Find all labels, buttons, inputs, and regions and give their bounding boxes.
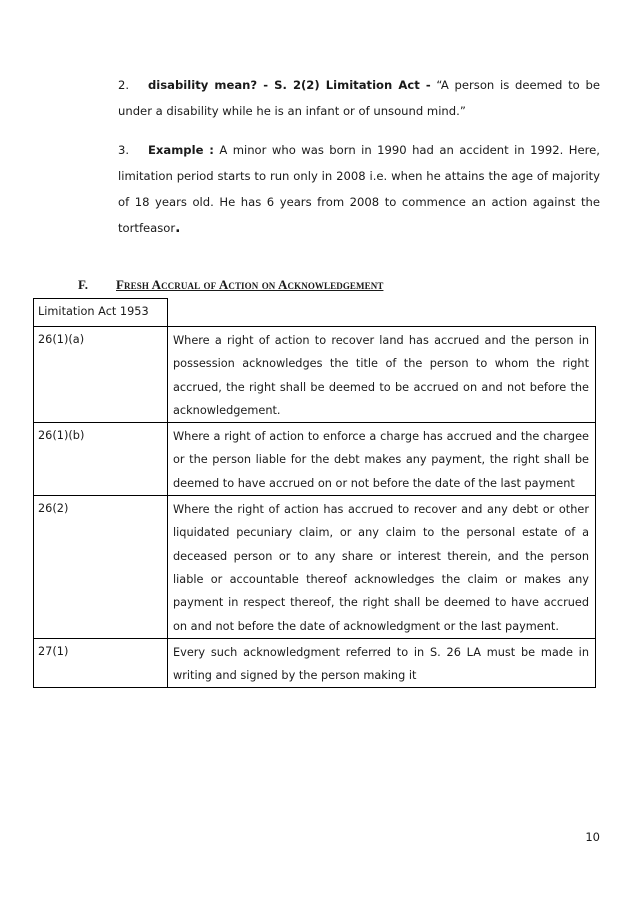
section-title: Fresh Accrual of Action on Acknowledgement	[116, 277, 384, 292]
section-ref-cell: 26(2)	[34, 496, 168, 639]
limitation-table	[33, 298, 596, 688]
paragraph-number: 3.	[118, 143, 130, 157]
page-number: 10	[585, 830, 600, 844]
paragraph-3	[118, 137, 600, 241]
provision-text-cell: Where a right of action to recover land has accrued and the person in possession acknowledges the title of the person to whom the right accrued, the right shall be deemed to be accrued on and not before the acknowledgement.	[168, 327, 596, 423]
section-letter: F.	[78, 277, 88, 292]
table-header-row	[34, 299, 596, 327]
paragraph-bold-lead: Example :	[148, 143, 214, 157]
section-ref-cell: 26(1)(a)	[34, 327, 168, 423]
paragraph-end-mark: .	[175, 220, 181, 236]
section-ref-cell: 26(1)(b)	[34, 423, 168, 496]
paragraph-text: “A person is deemed to be under a disability while he is an infant or of unsound mind.”	[118, 78, 600, 118]
table-header-empty	[168, 299, 596, 327]
table-row	[34, 638, 596, 688]
provision-text-cell: Where the right of action has accrued to recover and any debt or other liquidated pecuniary claim, or any claim to the personal estate of a deceased person or to any share or interest therein, and the person liable or accountable thereof acknowledges the claim or makes any payment in respect thereof, the right shall be deemed to have accrued on and not before the date of acknowledgment or the last payment.	[168, 496, 596, 639]
paragraph-number: 2.	[118, 78, 130, 92]
table-row	[34, 327, 596, 423]
section-ref-cell: 27(1)	[34, 638, 168, 688]
paragraph-text: A minor who was born in 1990 had an accident in 1992. Here, limitation period starts to run only in 2008 i.e. when he attains the age of majority of 18 years old. He has 6 years from 2008 to commence an action against the tortfeasor	[118, 143, 600, 235]
paragraph-2	[118, 72, 600, 124]
paragraph-bold-lead: disability mean? - S. 2(2) Limitation Act -	[148, 78, 431, 92]
table-row	[34, 423, 596, 496]
provision-text-cell: Every such acknowledgment referred to in S. 26 LA must be made in writing and signed by the person making it	[168, 638, 596, 688]
section-heading	[78, 277, 578, 293]
table-header-cell: Limitation Act 1953	[34, 299, 168, 327]
table-row	[34, 496, 596, 639]
provision-text-cell: Where a right of action to enforce a charge has accrued and the chargee or the person liable for the debt makes any payment, the right shall be deemed to have accrued on or not before the date of the last payment	[168, 423, 596, 496]
